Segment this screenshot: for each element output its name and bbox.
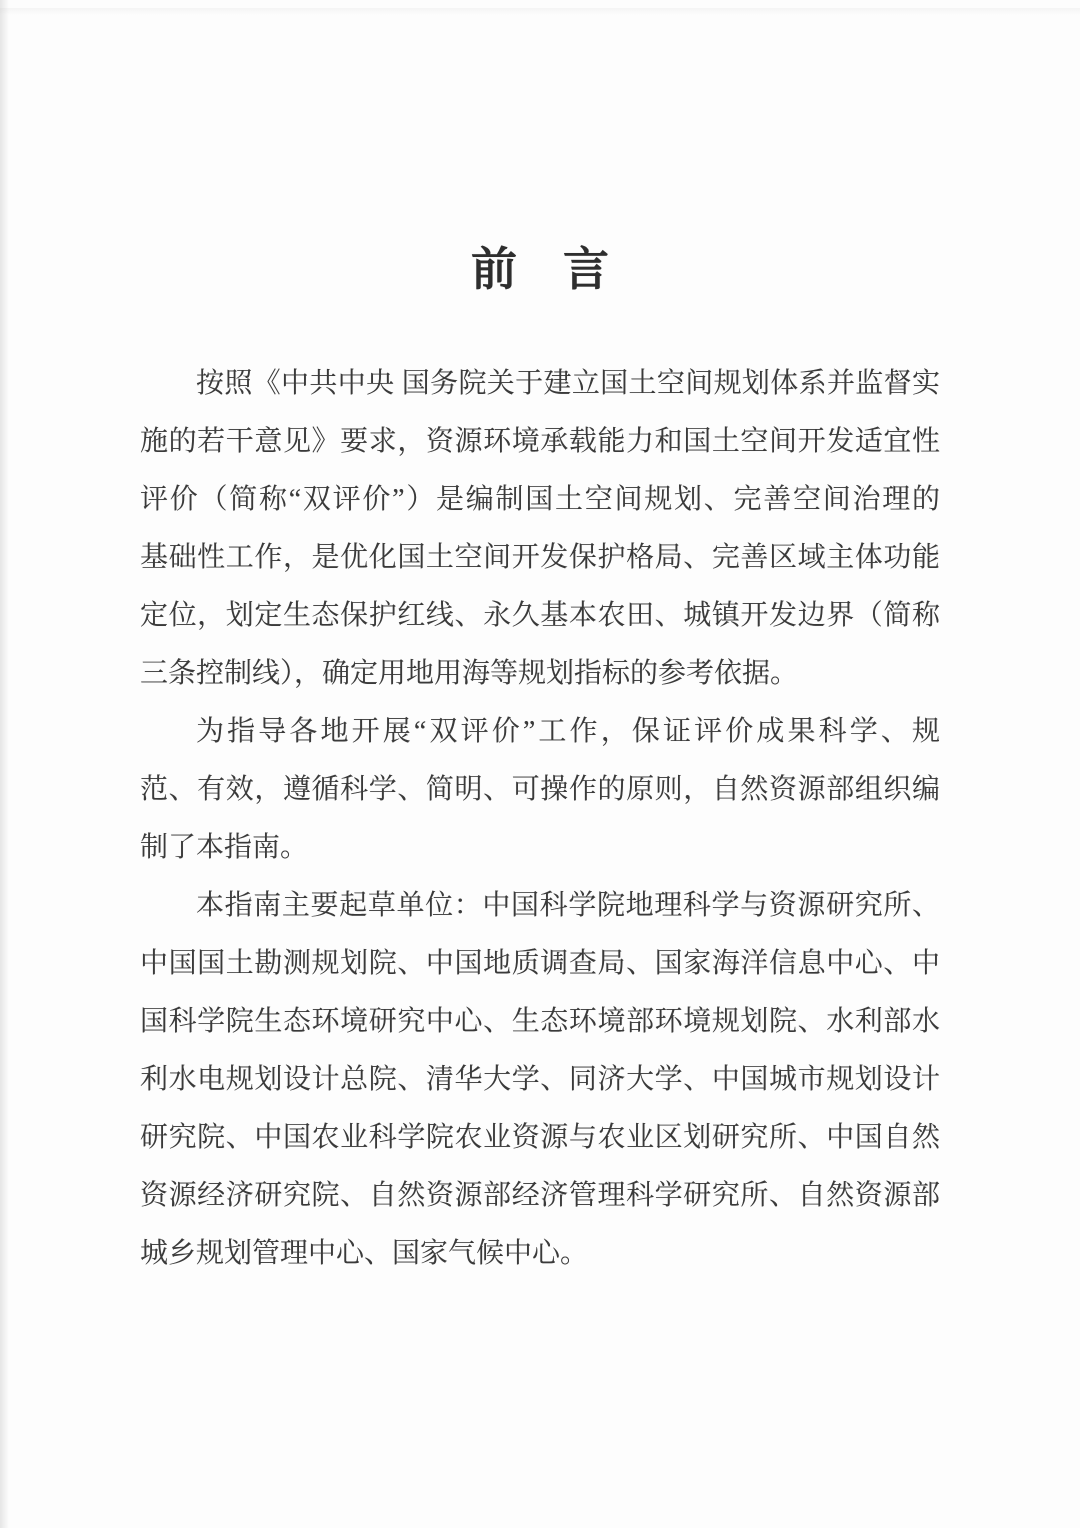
- text-line: 国科学院生态环境研究中心、生态环境部环境规划院、水利部水: [140, 1006, 940, 1037]
- text-line: 资源经济研究院、自然资源部经济管理科学研究所、自然资源部: [140, 1180, 940, 1211]
- text-line: 范、有效，遵循科学、简明、可操作的原则，自然资源部组织编: [140, 774, 940, 805]
- text-line: 研究院、中国农业科学院农业资源与农业区划研究所、中国自然: [140, 1122, 940, 1153]
- text-line: 城乡规划管理中心、国家气候中心。: [140, 1238, 589, 1269]
- text-line: 利水电规划设计总院、清华大学、同济大学、中国城市规划设计: [140, 1064, 940, 1095]
- text-line: 施的若干意见》要求，资源环境承载能力和国土空间开发适宜性: [140, 426, 940, 457]
- text-line: 评价（简称“双评价”）是编制国土空间规划、完善空间治理的: [140, 484, 940, 515]
- text-line: 中国国土勘测规划院、中国地质调查局、国家海洋信息中心、中: [140, 948, 940, 979]
- text-line: 基础性工作，是优化国土空间开发保护格局、完善区域主体功能: [140, 542, 940, 573]
- text-line: 按照《中共中央 国务院关于建立国土空间规划体系并监督实: [196, 368, 940, 399]
- scan-band-artifact: [0, 8, 1080, 15]
- document-body: [140, 355, 940, 1283]
- text-line: 为指导各地开展“双评价”工作，保证评价成果科学、规: [196, 716, 940, 747]
- text-line: 定位，划定生态保护红线、永久基本农田、城镇开发边界（简称: [140, 600, 940, 631]
- text-line: 制了本指南。: [140, 832, 309, 863]
- scan-edge-shadow: [0, 0, 9, 1528]
- page-title: 前 言: [471, 244, 609, 295]
- text-line: 三条控制线），确定用地用海等规划指标的参考依据。: [140, 658, 799, 689]
- text-line: 本指南主要起草单位：中国科学院地理科学与资源研究所、: [196, 890, 940, 921]
